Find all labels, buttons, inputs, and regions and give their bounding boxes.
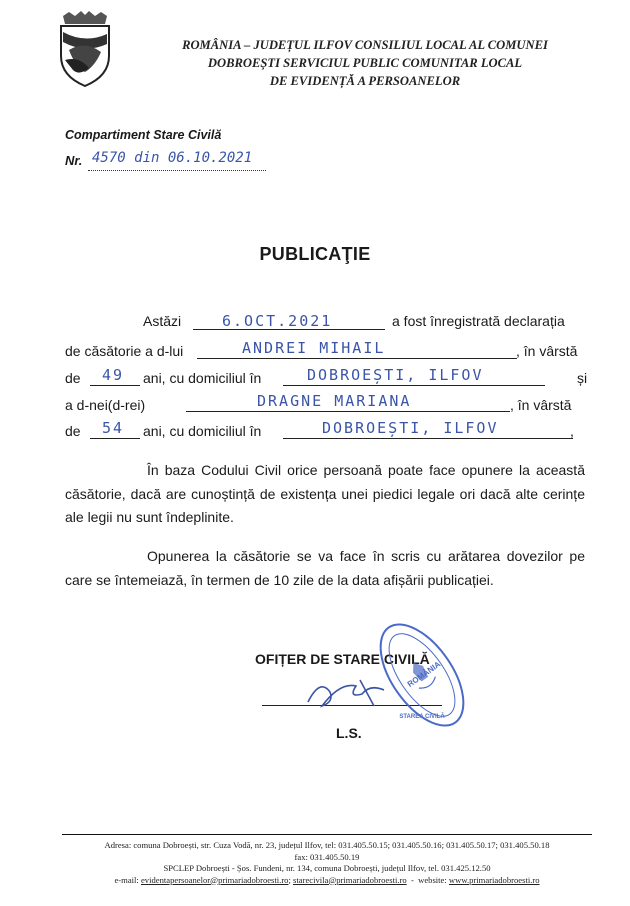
footer-contact: e-mail: evidentapersoanelor@primariadobroesti.ro; starecivila@primariadobroesti.ro - website: www.primariadobroesti.ro <box>114 874 540 885</box>
registration-label: Nr. <box>65 153 83 168</box>
footer-spclep: SPCLEP Dobroești - Șos. Fundeni, nr. 134, comuna Dobroești, județul Ilfov, tel. 031.425.12.50 <box>163 863 491 873</box>
footer-website-link[interactable]: www.primariadobroesti.ro <box>448 874 540 885</box>
coat-of-arms-icon <box>55 10 115 88</box>
si-conjunction: și <box>577 370 588 386</box>
footer-divider <box>62 834 592 835</box>
declaration-date: 6.OCT.2021 <box>222 312 333 330</box>
bride-de-label: de <box>65 423 81 439</box>
groom-age-suffix: , în vârstă <box>516 343 578 359</box>
groom-domicile-line <box>283 385 545 386</box>
official-stamp-icon <box>372 610 472 740</box>
registration-underline <box>88 170 266 171</box>
bride-name: DRAGNE MARIANA <box>257 392 412 410</box>
bride-domicile-line <box>283 438 573 439</box>
procedure-paragraph: Opunerea la căsătorie se va face în scris cu arătarea dovezilor pe care se întemeiază, în termen de 10 zile de la data afișării publicației. <box>65 548 585 588</box>
registration-number: 4570 din 06.10.2021 <box>92 150 253 166</box>
bride-domicile-label: ani, cu domiciliul în <box>143 423 262 439</box>
astazi-label: Astăzi <box>143 313 182 329</box>
groom-domicile-label: ani, cu domiciliul în <box>143 370 262 386</box>
footer-address: Adresa: comuna Dobroești, str. Cuza Vodă, nr. 23, județul Ilfov, tel: 031.405.50.15; 031.405.50.16; 031.405.50.17; 031.405.50.18 <box>104 840 550 850</box>
bride-domicile-comma: , <box>570 423 574 439</box>
groom-age-line <box>90 385 140 386</box>
footer-fax: fax: 031.405.50.19 <box>294 851 360 862</box>
groom-line <box>197 358 517 359</box>
page-title: PUBLICAŢIE <box>259 244 371 264</box>
bride-age-suffix: , în vârstă <box>510 397 572 413</box>
stamp-bottom-text: STAREA CIVILĂ <box>399 714 445 720</box>
footer-email-evidenta[interactable]: evidentapersoanelor@primariadobroesti.ro <box>140 874 289 885</box>
groom-domicile: DOBROEȘTI, ILFOV <box>307 366 484 384</box>
footer-email-label: e-mail: <box>114 874 139 885</box>
bride-domicile: DOBROEȘTI, ILFOV <box>322 419 499 437</box>
compartment-label: Compartiment Stare Civilă <box>65 128 222 142</box>
footer <box>62 840 592 886</box>
header-line-3: DE EVIDENȚĂ A PERSOANELOR <box>269 74 461 88</box>
groom-label: de căsătorie a d-lui <box>65 343 184 359</box>
officer-title: OFIȚER DE STARE CIVILĂ <box>255 651 430 667</box>
groom-age: 49 <box>102 366 125 384</box>
header-line-2: DOBROEȘTI SERVICIUL PUBLIC COMUNITAR LOCAL <box>207 56 523 70</box>
header-line-1: ROMÂNIA – JUDEȚUL ILFOV CONSILIUL LOCAL AL COMUNEI <box>182 38 548 52</box>
groom-de-label: de <box>65 370 81 386</box>
stamp-top-text: ROMÂNIA <box>405 659 443 689</box>
footer-email-starecivila[interactable]: starecivila@primariadobroesti.ro <box>293 874 407 885</box>
bride-line <box>186 411 510 412</box>
bride-age: 54 <box>102 419 125 437</box>
declaration-text: a fost înregistrată declarația <box>392 313 565 329</box>
bride-label: a d-nei(d-rei) <box>65 397 146 413</box>
ls-label: L.S. <box>336 725 362 741</box>
footer-website-label: website: <box>418 874 447 885</box>
bride-age-line <box>90 438 140 439</box>
groom-name: ANDREI MIHAIL <box>242 339 386 357</box>
opposition-paragraph: În baza Codului Civil orice persoană poate face opunere la această căsătorie, dacă are cunoștință de existența unei piedici legale ori dacă alte cerințe ale legii nu sunt îndeplinite. <box>65 462 585 525</box>
